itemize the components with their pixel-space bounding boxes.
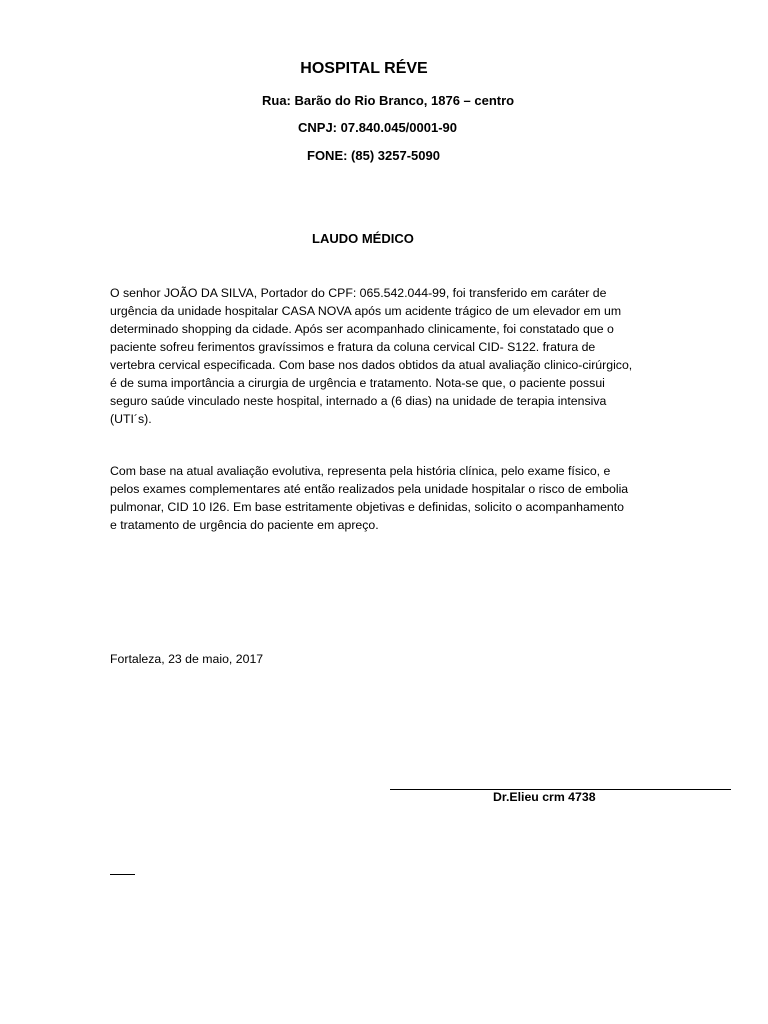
paragraph-line: pelos exames complementares até então realizados pela unidade hospitalar o risco de embolia <box>110 482 629 496</box>
hospital-address: Rua: Barão do Rio Branco, 1876 – centro <box>262 93 515 108</box>
signature-name: Dr.Elieu crm 4738 <box>493 790 596 804</box>
paragraph-line: pulmonar, CID 10 I26. Em base estritamente objetivas e definidas, solicito o acompanhamento <box>110 500 625 514</box>
paragraph-line: determinado shopping da cidade. Após ser acompanhado clinicamente, foi constatado que o <box>110 322 614 336</box>
report-paragraph-2 <box>110 462 660 534</box>
paragraph-line: vertebra cervical especificada. Com base nos dados obtidos da atual avaliação clinico-cirúrgico, <box>110 358 633 372</box>
paragraph-line: e tratamento de urgência do paciente em apreço. <box>110 518 379 532</box>
footer-short-line <box>110 874 135 875</box>
hospital-phone: FONE: (85) 3257-5090 <box>307 148 440 163</box>
paragraph-line: (UTI´s). <box>110 412 152 426</box>
paragraph-line: O senhor JOÃO DA SILVA, Portador do CPF: 065.542.044-99, foi transferido em caráter de <box>110 286 607 300</box>
paragraph-line: seguro saúde vinculado neste hospital, internado a (6 dias) na unidade de terapia intensiva <box>110 394 607 408</box>
document-title: LAUDO MÉDICO <box>312 231 414 246</box>
date-line: Fortaleza, 23 de maio, 2017 <box>110 652 264 666</box>
paragraph-line: urgência da unidade hospitalar CASA NOVA após um acidente trágico de um elevador em um <box>110 304 622 318</box>
paragraph-line: é de suma importância a cirurgia de urgência e tratamento. Nota-se que, o paciente possui <box>110 376 605 390</box>
paragraph-line: Com base na atual avaliação evolutiva, representa pela história clínica, pelo exame físico, e <box>110 464 611 478</box>
hospital-name: HOSPITAL RÉVE <box>300 60 428 77</box>
report-paragraph-1 <box>110 284 660 428</box>
hospital-cnpj: CNPJ: 07.840.045/0001-90 <box>298 120 458 135</box>
paragraph-line: paciente sofreu ferimentos gravíssimos e fratura da coluna cervical CID- S122. fratura de <box>110 340 596 354</box>
